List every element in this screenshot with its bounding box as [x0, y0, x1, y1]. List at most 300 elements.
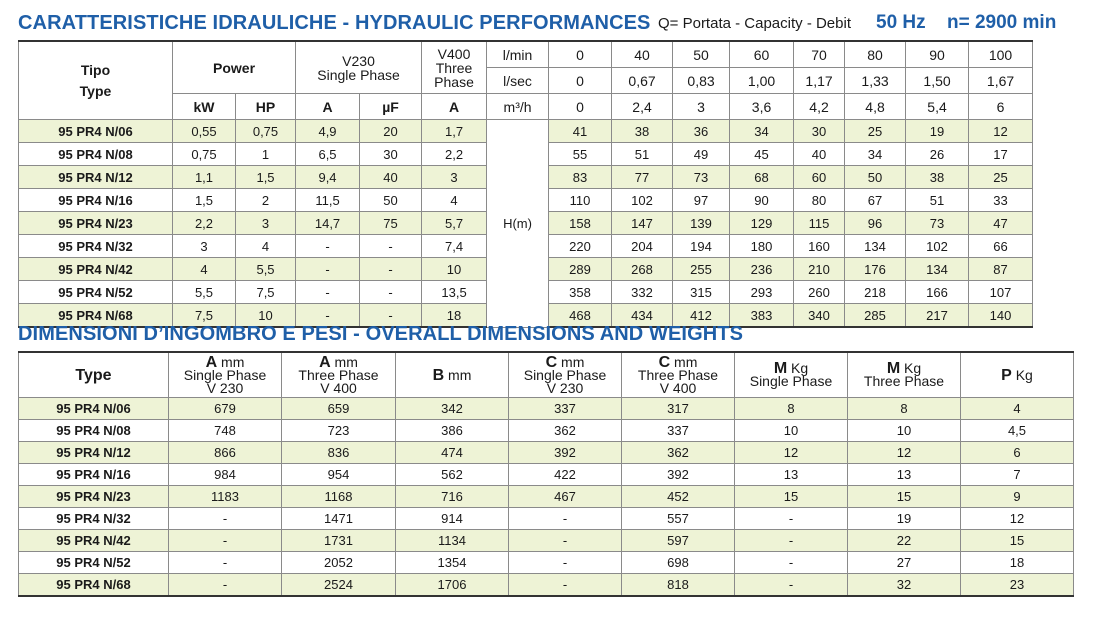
head-value-cell: 139	[673, 212, 730, 235]
amp-three-cell: 13,5	[422, 281, 487, 304]
dimensions-table-title: DIMENSIONI D’INGOMBRO E PESI - OVERALL DIMENSIONS AND WEIGHTS	[18, 323, 744, 345]
kw-header: kW	[173, 94, 236, 120]
flow-value: 0,83	[673, 68, 730, 94]
dims-header-row	[19, 352, 1074, 398]
dimension-value-cell: 337	[509, 398, 622, 420]
head-value-cell: 12	[969, 120, 1033, 143]
flow-value: 1,67	[969, 68, 1033, 94]
head-value-cell: 73	[906, 212, 969, 235]
head-value-cell: 51	[906, 189, 969, 212]
dimension-letter: B	[432, 366, 445, 384]
head-value-cell: 180	[730, 235, 794, 258]
dimension-value-cell: 15	[848, 486, 961, 508]
dimension-letter: C	[545, 353, 558, 371]
dimension-value-cell: -	[509, 552, 622, 574]
dimension-value-cell: -	[509, 574, 622, 597]
dimension-value-cell: -	[735, 552, 848, 574]
table-row	[19, 166, 1093, 189]
dimension-unit: mm	[444, 366, 472, 383]
table-row	[19, 258, 1093, 281]
head-value-cell: 26	[906, 143, 969, 166]
head-value-cell: 49	[673, 143, 730, 166]
head-value-cell: 90	[730, 189, 794, 212]
dimension-value-cell: 1183	[169, 486, 282, 508]
flow-value: 1,00	[730, 68, 794, 94]
dimension-subtitle: Single Phase	[749, 373, 833, 389]
model-cell: 95 PR4 N/42	[19, 530, 169, 552]
flow-value: 90	[906, 41, 969, 68]
head-value-cell: 38	[906, 166, 969, 189]
kw-cell: 1,5	[173, 189, 236, 212]
dimension-value-cell: -	[509, 508, 622, 530]
capacity-note: Q= Portata - Capacity - Debit	[658, 15, 851, 32]
table-row	[19, 486, 1074, 508]
amp-single-cell: -	[296, 304, 360, 328]
table-row	[19, 530, 1074, 552]
flow-value: 0	[549, 41, 612, 68]
head-value-cell: 33	[969, 189, 1033, 212]
kw-cell: 0,55	[173, 120, 236, 143]
v400-label: V400	[437, 45, 471, 62]
capacitor-cell: -	[360, 281, 422, 304]
dimension-value-cell: 10	[735, 420, 848, 442]
dims-column-header	[622, 352, 735, 398]
head-value-cell: 218	[845, 281, 906, 304]
head-value-cell: 260	[794, 281, 845, 304]
head-value-cell: 194	[673, 235, 730, 258]
head-value-cell: 51	[612, 143, 673, 166]
dimension-letter: A	[319, 353, 331, 371]
head-value-cell: 468	[549, 304, 612, 328]
dimension-value-cell: 679	[169, 398, 282, 420]
head-value-cell: 34	[730, 120, 794, 143]
capacitor-cell: 30	[360, 143, 422, 166]
dimension-value-cell: 12	[848, 442, 961, 464]
dimension-unit: Kg	[1011, 366, 1033, 383]
dimension-letter: A	[205, 353, 218, 371]
head-value-cell: 25	[845, 120, 906, 143]
amp-single-cell: -	[296, 281, 360, 304]
dimension-value-cell: 23	[961, 574, 1074, 597]
head-value-cell: 383	[730, 304, 794, 328]
head-value-cell: 176	[845, 258, 906, 281]
dimension-value-cell: 8	[848, 398, 961, 420]
head-value-cell: 40	[794, 143, 845, 166]
dimension-value-cell: -	[169, 508, 282, 530]
dimension-subtitle: Single Phase	[183, 366, 267, 383]
dimension-value-cell: 2052	[282, 552, 396, 574]
amp-three-cell: 1,7	[422, 120, 487, 143]
dimension-value-cell: 27	[848, 552, 961, 574]
flow-value: 6	[969, 94, 1033, 120]
flow-unit-lmin: l/min	[487, 41, 549, 68]
head-value-cell: 158	[549, 212, 612, 235]
v230-label: V230	[342, 52, 375, 69]
dimension-value-cell: 392	[509, 442, 622, 464]
head-value-cell: 110	[549, 189, 612, 212]
v230-header	[296, 41, 422, 94]
flow-value: 0	[549, 94, 612, 120]
head-value-cell: 36	[673, 120, 730, 143]
head-value-cell: 358	[549, 281, 612, 304]
head-value-cell: 434	[612, 304, 673, 328]
dimension-unit: mm	[557, 353, 585, 370]
table-row	[19, 235, 1093, 258]
head-value-cell: 96	[845, 212, 906, 235]
dimension-value-cell: 1471	[282, 508, 396, 530]
dimension-value-cell: 562	[396, 464, 509, 486]
phase-label: Phase	[434, 73, 474, 90]
table-row	[19, 212, 1093, 235]
table-row	[19, 508, 1074, 530]
head-value-cell: 236	[730, 258, 794, 281]
dimension-value-cell: 13	[735, 464, 848, 486]
kw-cell: 1,1	[173, 166, 236, 189]
dimension-letter: C	[658, 353, 671, 371]
dimension-value-cell: 15	[961, 530, 1074, 552]
head-value-cell: 315	[673, 281, 730, 304]
head-value-cell: 102	[612, 189, 673, 212]
head-value-cell: 55	[549, 143, 612, 166]
head-value-cell: 115	[794, 212, 845, 235]
table-row	[19, 574, 1074, 597]
dimension-value-cell: 1706	[396, 574, 509, 597]
hp-cell: 3	[236, 212, 296, 235]
model-cell: 95 PR4 N/32	[19, 508, 169, 530]
head-value-cell: 77	[612, 166, 673, 189]
kw-cell: 7,5	[173, 304, 236, 328]
model-cell: 95 PR4 N/16	[19, 464, 169, 486]
dimension-letter: M	[886, 360, 901, 377]
head-value-cell: 45	[730, 143, 794, 166]
model-cell: 95 PR4 N/12	[19, 166, 173, 189]
head-value-cell: 217	[906, 304, 969, 328]
head-value-cell: 34	[845, 143, 906, 166]
head-value-cell: 289	[549, 258, 612, 281]
perf-header-row-3	[19, 94, 1093, 120]
hp-cell: 5,5	[236, 258, 296, 281]
dimension-value-cell: 1168	[282, 486, 396, 508]
capacitor-cell: -	[360, 235, 422, 258]
hydraulic-performance-table	[18, 40, 1093, 328]
dimension-value-cell: 317	[622, 398, 735, 420]
model-cell: 95 PR4 N/42	[19, 258, 173, 281]
tipo-type-header	[19, 41, 173, 120]
hp-cell: 0,75	[236, 120, 296, 143]
dims-column-header	[735, 352, 848, 398]
model-cell: 95 PR4 N/08	[19, 143, 173, 166]
dimension-value-cell: 4,5	[961, 420, 1074, 442]
dimension-value-cell: 362	[509, 420, 622, 442]
dimension-value-cell: 6	[961, 442, 1074, 464]
dimension-letter: M	[773, 360, 788, 377]
amp-single-cell: 9,4	[296, 166, 360, 189]
head-value-cell: 210	[794, 258, 845, 281]
model-cell: 95 PR4 N/12	[19, 442, 169, 464]
model-cell: 95 PR4 N/32	[19, 235, 173, 258]
dimension-value-cell: 4	[961, 398, 1074, 420]
amp-single-cell: -	[296, 258, 360, 281]
amp-single-cell: 4,9	[296, 120, 360, 143]
dimensions-table	[18, 351, 1074, 597]
hydraulic-table-title: CARATTERISTICHE IDRAULICHE - HYDRAULIC PERFORMANCES	[18, 12, 651, 34]
flow-value: 100	[969, 41, 1033, 68]
dimension-value-cell: -	[169, 552, 282, 574]
amp-three-cell: 2,2	[422, 143, 487, 166]
head-value-cell: 268	[612, 258, 673, 281]
head-value-cell: 412	[673, 304, 730, 328]
amp-three-cell: 4	[422, 189, 487, 212]
type-label: Type	[79, 82, 112, 99]
dimension-subtitle: V 400	[320, 379, 357, 396]
table-row	[19, 442, 1074, 464]
dimension-value-cell: 386	[396, 420, 509, 442]
head-value-cell: 41	[549, 120, 612, 143]
head-value-cell: 68	[730, 166, 794, 189]
table-row	[19, 552, 1074, 574]
capacitor-cell: 50	[360, 189, 422, 212]
head-value-cell: 134	[845, 235, 906, 258]
model-cell: 95 PR4 N/08	[19, 420, 169, 442]
head-value-cell: 204	[612, 235, 673, 258]
frequency-label: 50 Hz	[876, 12, 926, 33]
amp-three-cell: 5,7	[422, 212, 487, 235]
head-value-cell: 67	[845, 189, 906, 212]
hp-header: HP	[236, 94, 296, 120]
flow-value: 0	[549, 68, 612, 94]
head-value-cell: 60	[794, 166, 845, 189]
model-cell: 95 PR4 N/52	[19, 281, 173, 304]
dimension-subtitle: Three Phase	[298, 366, 379, 383]
amp-single-cell: 6,5	[296, 143, 360, 166]
head-value-cell: 285	[845, 304, 906, 328]
dimension-value-cell: 748	[169, 420, 282, 442]
head-value-cell: 87	[969, 258, 1033, 281]
hp-cell: 2	[236, 189, 296, 212]
head-value-cell: 30	[794, 120, 845, 143]
dimension-value-cell: 698	[622, 552, 735, 574]
head-value-cell: 134	[906, 258, 969, 281]
head-value-cell: 97	[673, 189, 730, 212]
dimension-value-cell: 13	[848, 464, 961, 486]
dimension-value-cell: 452	[622, 486, 735, 508]
dimension-value-cell: 7	[961, 464, 1074, 486]
table-row	[19, 189, 1093, 212]
head-value-cell: 47	[969, 212, 1033, 235]
dimension-value-cell: 32	[848, 574, 961, 597]
three-label: Three	[435, 59, 473, 76]
flow-value: 1,50	[906, 68, 969, 94]
single-phase-label: Single Phase	[317, 66, 400, 83]
dimension-value-cell: 12	[735, 442, 848, 464]
model-cell: 95 PR4 N/06	[19, 120, 173, 143]
flow-value: 4,8	[845, 94, 906, 120]
flow-value: 40	[612, 41, 673, 68]
dims-column-header	[396, 352, 509, 398]
flow-value: 50	[673, 41, 730, 68]
flow-value: 80	[845, 41, 906, 68]
model-cell: 95 PR4 N/23	[19, 486, 169, 508]
dimension-unit: Kg	[787, 360, 809, 376]
flow-unit-lsec: l/sec	[487, 68, 549, 94]
model-cell: 95 PR4 N/68	[19, 574, 169, 597]
kw-cell: 3	[173, 235, 236, 258]
dimension-unit: mm	[330, 353, 358, 370]
head-value-cell: 38	[612, 120, 673, 143]
head-value-cell: 166	[906, 281, 969, 304]
dimension-value-cell: 1134	[396, 530, 509, 552]
hp-cell: 7,5	[236, 281, 296, 304]
amp-three-cell: 3	[422, 166, 487, 189]
hp-cell: 1,5	[236, 166, 296, 189]
uf-header: µF	[360, 94, 422, 120]
head-value-cell: 332	[612, 281, 673, 304]
dims-column-header	[19, 352, 169, 398]
capacitor-cell: -	[360, 258, 422, 281]
table-row	[19, 420, 1074, 442]
hp-cell: 1	[236, 143, 296, 166]
dimension-value-cell: 342	[396, 398, 509, 420]
amp-single-cell: -	[296, 235, 360, 258]
dimension-value-cell: 836	[282, 442, 396, 464]
dimension-value-cell: 10	[848, 420, 961, 442]
dimension-value-cell: 12	[961, 508, 1074, 530]
capacitor-cell: 40	[360, 166, 422, 189]
head-value-cell: 83	[549, 166, 612, 189]
dimension-subtitle: Single Phase	[523, 366, 607, 383]
dimension-value-cell: -	[735, 530, 848, 552]
dims-column-header	[961, 352, 1074, 398]
amp-three-cell: 10	[422, 258, 487, 281]
dimension-value-cell: 659	[282, 398, 396, 420]
head-value-cell: 17	[969, 143, 1033, 166]
dimension-subtitle: Three Phase	[863, 373, 945, 389]
table-row	[19, 464, 1074, 486]
table-row	[19, 398, 1074, 420]
head-value-cell: 80	[794, 189, 845, 212]
dimension-value-cell: -	[169, 530, 282, 552]
type-header-label: Type	[75, 366, 112, 384]
dimension-value-cell: 19	[848, 508, 961, 530]
dimension-value-cell: 1731	[282, 530, 396, 552]
capacitor-cell: -	[360, 304, 422, 328]
model-cell: 95 PR4 N/52	[19, 552, 169, 574]
flow-value: 5,4	[906, 94, 969, 120]
dimension-value-cell: 866	[169, 442, 282, 464]
head-value-cell: 147	[612, 212, 673, 235]
dims-column-header	[509, 352, 622, 398]
head-value-cell: 160	[794, 235, 845, 258]
head-value-cell: 50	[845, 166, 906, 189]
dimension-value-cell: 22	[848, 530, 961, 552]
dimension-unit: mm	[670, 353, 698, 370]
flow-value: 1,17	[794, 68, 845, 94]
dimension-value-cell: 557	[622, 508, 735, 530]
flow-value: 0,67	[612, 68, 673, 94]
head-label: H(m)	[487, 120, 549, 328]
dimension-value-cell: 1354	[396, 552, 509, 574]
dimension-value-cell: -	[735, 574, 848, 597]
head-value-cell: 140	[969, 304, 1033, 328]
head-value-cell: 255	[673, 258, 730, 281]
dims-column-header	[169, 352, 282, 398]
head-value-cell: 293	[730, 281, 794, 304]
flow-value: 4,2	[794, 94, 845, 120]
dimension-value-cell: 362	[622, 442, 735, 464]
dimension-subtitle: V 230	[546, 379, 584, 396]
amp-single-cell: 14,7	[296, 212, 360, 235]
flow-value: 60	[730, 41, 794, 68]
dimension-value-cell: -	[735, 508, 848, 530]
flow-unit-m3h: m³/h	[487, 94, 549, 120]
dimension-value-cell: -	[509, 530, 622, 552]
dimension-value-cell: 422	[509, 464, 622, 486]
amp-three-cell: 18	[422, 304, 487, 328]
dimension-unit: mm	[217, 353, 245, 370]
flow-value: 70	[794, 41, 845, 68]
flow-value: 3,6	[730, 94, 794, 120]
dimension-value-cell: 716	[396, 486, 509, 508]
dimension-value-cell: 723	[282, 420, 396, 442]
dimension-value-cell: 914	[396, 508, 509, 530]
kw-cell: 4	[173, 258, 236, 281]
kw-cell: 2,2	[173, 212, 236, 235]
head-value-cell: 66	[969, 235, 1033, 258]
head-value-cell: 19	[906, 120, 969, 143]
power-header: Power	[173, 41, 296, 94]
kw-cell: 5,5	[173, 281, 236, 304]
a3-header: A	[422, 94, 487, 120]
head-value-cell: 102	[906, 235, 969, 258]
dimension-subtitle: Three Phase	[637, 366, 719, 383]
head-value-cell: 340	[794, 304, 845, 328]
a-header: A	[296, 94, 360, 120]
dimension-value-cell: 984	[169, 464, 282, 486]
dimension-value-cell: 392	[622, 464, 735, 486]
flow-value: 3	[673, 94, 730, 120]
head-value-cell: 107	[969, 281, 1033, 304]
dims-column-header	[282, 352, 396, 398]
dimension-value-cell: 2524	[282, 574, 396, 597]
amp-three-cell: 7,4	[422, 235, 487, 258]
dimension-unit: Kg	[900, 360, 922, 376]
amp-single-cell: 11,5	[296, 189, 360, 212]
capacitor-cell: 75	[360, 212, 422, 235]
dimension-value-cell: 818	[622, 574, 735, 597]
dimension-value-cell: 15	[735, 486, 848, 508]
model-cell: 95 PR4 N/16	[19, 189, 173, 212]
kw-cell: 0,75	[173, 143, 236, 166]
flow-value: 2,4	[612, 94, 673, 120]
capacitor-cell: 20	[360, 120, 422, 143]
head-value-cell: 220	[549, 235, 612, 258]
model-cell: 95 PR4 N/06	[19, 398, 169, 420]
flow-value: 1,33	[845, 68, 906, 94]
dimension-value-cell: 9	[961, 486, 1074, 508]
dimension-value-cell: 8	[735, 398, 848, 420]
hp-cell: 10	[236, 304, 296, 328]
dimension-subtitle: V 230	[206, 379, 244, 396]
dimension-value-cell: -	[169, 574, 282, 597]
perf-header-row-1	[19, 41, 1093, 68]
dimension-value-cell: 467	[509, 486, 622, 508]
dimension-value-cell: 337	[622, 420, 735, 442]
dimension-value-cell: 18	[961, 552, 1074, 574]
dimension-value-cell: 954	[282, 464, 396, 486]
dimension-value-cell: 597	[622, 530, 735, 552]
tipo-label: Tipo	[80, 61, 111, 78]
hp-cell: 4	[236, 235, 296, 258]
